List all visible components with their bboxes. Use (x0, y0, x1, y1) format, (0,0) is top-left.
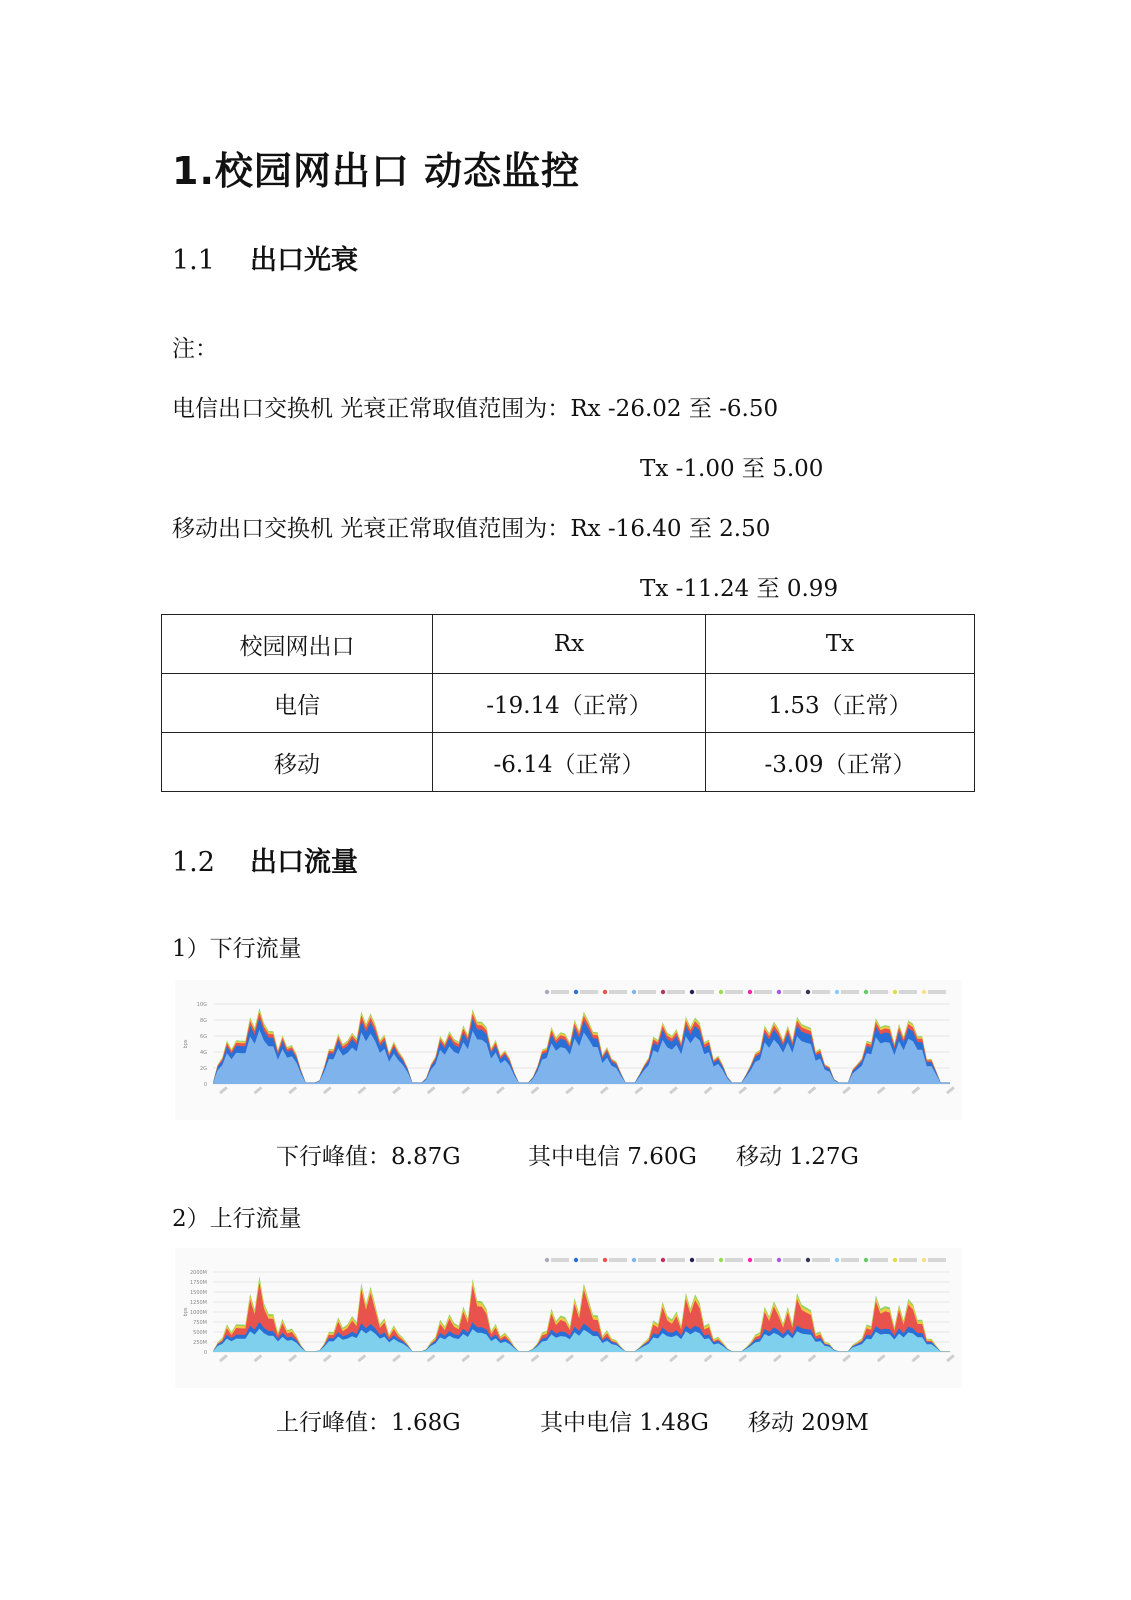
x-tick-label (911, 1086, 920, 1094)
x-tick-label (634, 1354, 643, 1362)
section-number: 1.1 (172, 245, 215, 276)
legend-text-placeholder (870, 990, 888, 994)
legend-text-placeholder (841, 1258, 859, 1262)
legend-text-placeholder (638, 990, 656, 994)
x-tick-label (461, 1354, 470, 1362)
downstream-peak: 下行峰值：8.87G (276, 1144, 461, 1170)
section-heading-optical (172, 238, 358, 277)
x-tick-label (704, 1354, 713, 1362)
table-cell: 1.53（正常） (706, 674, 975, 733)
y-tick-label: 0 (203, 1350, 207, 1356)
legend-text-placeholder (812, 990, 830, 994)
y-tick-label: 1500M (189, 1290, 207, 1296)
table-header-cell: 校园网出口 (162, 615, 433, 674)
legend-dot (864, 1258, 868, 1262)
upstream-telecom: 其中电信 1.48G (540, 1410, 709, 1436)
x-tick-label (357, 1086, 366, 1094)
x-tick-label (738, 1354, 747, 1362)
x-tick-label (254, 1354, 263, 1362)
section-label: 出口流量 (250, 847, 358, 878)
x-tick-label (461, 1086, 470, 1094)
legend-text-placeholder (754, 990, 772, 994)
telecom-range-prefix: 电信出口交换机 光衰正常取值范围为： (172, 396, 571, 422)
x-tick-label (911, 1354, 920, 1362)
legend-text-placeholder (609, 990, 627, 994)
legend-dot (777, 990, 781, 994)
legend-text-placeholder (667, 1258, 685, 1262)
mobile-range-line (172, 510, 770, 543)
x-tick-label (773, 1086, 782, 1094)
note-label: 注： (172, 336, 218, 362)
legend-text-placeholder (696, 990, 714, 994)
legend-dot (748, 1258, 752, 1262)
legend-dot (632, 990, 636, 994)
legend-text-placeholder (609, 1258, 627, 1262)
upstream-heading: 2）上行流量 (172, 1206, 302, 1232)
x-tick-label (288, 1354, 297, 1362)
x-tick-label (600, 1354, 609, 1362)
y-tick-label: 8G (199, 1018, 207, 1024)
x-tick-label (427, 1354, 436, 1362)
x-tick-label (427, 1086, 436, 1094)
legend-text-placeholder (725, 1258, 743, 1262)
legend-dot (806, 1258, 810, 1262)
legend-dot (835, 1258, 839, 1262)
table-cell: 移动 (162, 733, 433, 792)
x-tick-label (808, 1354, 817, 1362)
y-tick-label: 2000M (189, 1270, 207, 1276)
legend-text-placeholder (899, 1258, 917, 1262)
legend-text-placeholder (783, 990, 801, 994)
legend-text-placeholder (754, 1258, 772, 1262)
x-tick-label (877, 1086, 886, 1094)
table-row (162, 674, 975, 733)
section-heading-traffic (172, 840, 358, 879)
legend-text-placeholder (841, 990, 859, 994)
x-tick-label (392, 1354, 401, 1362)
table-cell: -6.14（正常） (433, 733, 706, 792)
legend-dot (574, 1258, 578, 1262)
x-tick-label (669, 1354, 678, 1362)
legend-dot (835, 990, 839, 994)
y-tick-label: 1250M (189, 1300, 207, 1306)
legend-dot (748, 990, 752, 994)
table-cell: -3.09（正常） (706, 733, 975, 792)
legend-text-placeholder (667, 990, 685, 994)
x-tick-label (773, 1354, 782, 1362)
legend-text-placeholder (696, 1258, 714, 1262)
legend-text-placeholder (899, 990, 917, 994)
x-tick-label (842, 1354, 851, 1362)
legend-text-placeholder (812, 1258, 830, 1262)
x-tick-label (496, 1354, 505, 1362)
legend-dot (545, 1258, 549, 1262)
x-tick-label (704, 1086, 713, 1094)
y-axis-label: bps (183, 1039, 189, 1049)
telecom-tx-range: Tx -1.00 至 5.00 (640, 456, 824, 482)
legend-dot (719, 1258, 723, 1262)
x-tick-label (496, 1086, 505, 1094)
legend-dot (603, 1258, 607, 1262)
table-cell: -19.14（正常） (433, 674, 706, 733)
legend-dot (719, 990, 723, 994)
y-tick-label: 6G (199, 1034, 207, 1040)
telecom-rx-range: Rx -26.02 至 -6.50 (570, 396, 779, 422)
y-axis-label: bps (183, 1307, 189, 1317)
x-tick-label (254, 1086, 263, 1094)
y-tick-label: 1000M (189, 1310, 207, 1316)
mobile-tx-range: Tx -11.24 至 0.99 (640, 576, 839, 602)
table-header-cell: Tx (706, 615, 975, 674)
legend-text-placeholder (783, 1258, 801, 1262)
table-row (162, 733, 975, 792)
legend-dot (632, 1258, 636, 1262)
section-number: 1.2 (172, 847, 215, 878)
telecom-range-line (172, 390, 778, 423)
legend-dot (893, 1258, 897, 1262)
table-header-row (162, 615, 975, 674)
legend-dot (922, 990, 926, 994)
x-tick-label (600, 1086, 609, 1094)
legend-dot (661, 990, 665, 994)
x-tick-label (323, 1354, 332, 1362)
legend-text-placeholder (870, 1258, 888, 1262)
optical-attenuation-table (161, 614, 975, 792)
y-tick-label: 750M (193, 1320, 207, 1326)
legend-dot (777, 1258, 781, 1262)
downstream-heading: 1）下行流量 (172, 936, 302, 962)
y-tick-label: 500M (193, 1330, 207, 1336)
legend-text-placeholder (725, 990, 743, 994)
x-tick-label (323, 1086, 332, 1094)
downstream-mobile: 移动 1.27G (736, 1144, 859, 1170)
upstream-peak: 上行峰值：1.68G (276, 1410, 461, 1436)
legend-dot (690, 990, 694, 994)
legend-dot (661, 1258, 665, 1262)
legend-text-placeholder (551, 1258, 569, 1262)
x-tick-label (877, 1354, 886, 1362)
y-tick-label: 10G (196, 1002, 207, 1008)
legend-dot (603, 990, 607, 994)
page-title: 1.校园网出口 动态监控 (172, 149, 581, 193)
y-tick-label: 2G (199, 1066, 207, 1072)
downstream-traffic-chart (175, 980, 962, 1120)
x-tick-label (946, 1354, 955, 1362)
legend-dot (545, 990, 549, 994)
x-tick-label (219, 1354, 228, 1362)
legend-text-placeholder (551, 990, 569, 994)
legend-dot (806, 990, 810, 994)
downstream-telecom: 其中电信 7.60G (528, 1144, 697, 1170)
y-tick-label: 1750M (189, 1280, 207, 1286)
legend-dot (690, 1258, 694, 1262)
table-cell: 电信 (162, 674, 433, 733)
x-tick-label (531, 1354, 540, 1362)
x-tick-label (357, 1354, 366, 1362)
y-tick-label: 250M (193, 1340, 207, 1346)
legend-dot (864, 990, 868, 994)
x-tick-label (288, 1086, 297, 1094)
table-header-cell: Rx (433, 615, 706, 674)
y-tick-label: 4G (199, 1050, 207, 1056)
x-tick-label (219, 1086, 228, 1094)
upstream-traffic-chart (175, 1248, 962, 1388)
legend-text-placeholder (580, 990, 598, 994)
x-tick-label (842, 1086, 851, 1094)
section-label: 出口光衰 (250, 245, 358, 276)
x-tick-label (669, 1086, 678, 1094)
legend-dot (893, 990, 897, 994)
x-tick-label (565, 1354, 574, 1362)
legend-text-placeholder (928, 990, 946, 994)
x-tick-label (531, 1086, 540, 1094)
legend-dot (574, 990, 578, 994)
y-tick-label: 0 (203, 1082, 207, 1088)
legend-text-placeholder (638, 1258, 656, 1262)
legend-text-placeholder (580, 1258, 598, 1262)
mobile-range-prefix: 移动出口交换机 光衰正常取值范围为： (172, 516, 571, 542)
x-tick-label (946, 1086, 955, 1094)
legend-dot (922, 1258, 926, 1262)
x-tick-label (738, 1086, 747, 1094)
x-tick-label (565, 1086, 574, 1094)
legend-text-placeholder (928, 1258, 946, 1262)
mobile-rx-range: Rx -16.40 至 2.50 (570, 516, 771, 542)
x-tick-label (634, 1086, 643, 1094)
upstream-mobile: 移动 209M (748, 1410, 869, 1436)
x-tick-label (808, 1086, 817, 1094)
x-tick-label (392, 1086, 401, 1094)
